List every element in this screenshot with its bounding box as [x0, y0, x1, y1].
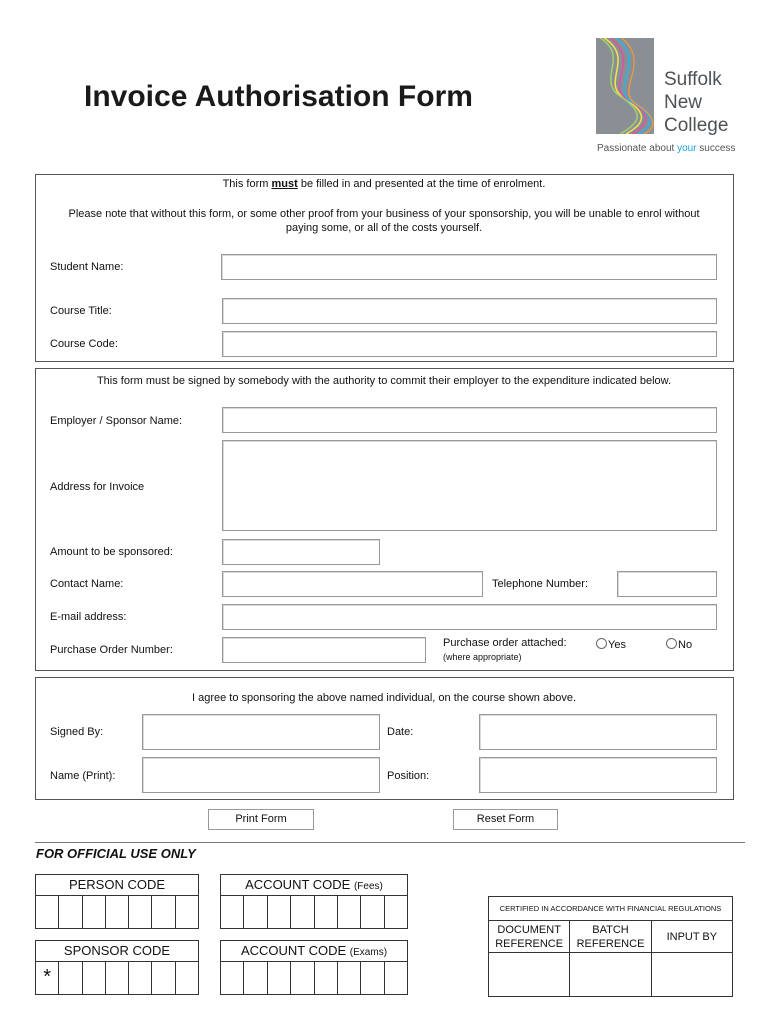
- po-number-label: Purchase Order Number:: [50, 644, 173, 656]
- contact-name-label: Contact Name:: [50, 578, 124, 590]
- college-logo-graphic: [596, 38, 654, 134]
- college-tagline: Passionate about your success: [597, 143, 736, 154]
- course-title-label: Course Title:: [50, 305, 112, 317]
- amount-label: Amount to be sponsored:: [50, 546, 173, 558]
- telephone-label: Telephone Number:: [492, 578, 589, 590]
- name-print-label: Name (Print):: [50, 770, 116, 782]
- swirl-icon: [596, 38, 654, 134]
- invoice-address-field[interactable]: [222, 440, 717, 531]
- sponsor-code-boxes[interactable]: [35, 962, 199, 995]
- certified-text: CERTIFIED IN ACCORDANCE WITH FINANCIAL REGULATIONS: [489, 897, 733, 921]
- po-attached-note: (where appropriate): [443, 652, 522, 662]
- course-code-field[interactable]: [222, 331, 717, 357]
- employer-name-field[interactable]: [222, 407, 717, 433]
- signed-by-field[interactable]: [142, 714, 380, 750]
- input-by-cell[interactable]: [651, 953, 732, 997]
- radio-circle-icon: [596, 638, 607, 649]
- asterisk-mark: *: [36, 962, 59, 994]
- telephone-field[interactable]: [617, 571, 717, 597]
- account-code-exams-boxes[interactable]: [220, 962, 408, 995]
- enrolment-notice: This form must be filled in and presented at the time of enrolment.: [222, 178, 546, 190]
- certification-table: [488, 896, 733, 997]
- amount-field[interactable]: [222, 539, 380, 565]
- invoice-address-label: Address for Invoice: [50, 481, 145, 493]
- course-title-field[interactable]: [222, 298, 717, 324]
- college-logo-text: Suffolk New College: [664, 69, 729, 136]
- account-code-exams-header: ACCOUNT CODE (Exams): [220, 940, 408, 962]
- po-attached-yes-radio[interactable]: Yes: [596, 638, 626, 651]
- print-form-button[interactable]: Print Form: [208, 809, 314, 830]
- input-by-header: INPUT BY: [651, 921, 732, 953]
- radio-circle-icon: [666, 638, 677, 649]
- student-name-field[interactable]: [221, 254, 717, 280]
- date-label: Date:: [387, 726, 414, 738]
- sponsor-code-header: SPONSOR CODE: [35, 940, 199, 962]
- person-code-header: PERSON CODE: [35, 874, 199, 896]
- sponsorship-note: Please note that without this form, or some other proof from your business of your sponsorship, you will be unable to enrol without paying some, or all of the costs yourself.: [68, 208, 700, 234]
- signed-by-label: Signed By:: [50, 726, 104, 738]
- document-reference-header: DOCUMENT REFERENCE: [489, 921, 570, 953]
- po-number-field[interactable]: [222, 637, 426, 663]
- email-field[interactable]: [222, 604, 717, 630]
- position-label: Position:: [387, 770, 430, 782]
- contact-name-field[interactable]: [222, 571, 483, 597]
- agreement-text: I agree to sponsoring the above named individual, on the course shown above.: [191, 692, 577, 704]
- reset-form-button[interactable]: Reset Form: [453, 809, 558, 830]
- student-name-label: Student Name:: [50, 261, 124, 273]
- email-label: E-mail address:: [50, 611, 127, 623]
- employer-name-label: Employer / Sponsor Name:: [50, 415, 183, 427]
- account-code-fees-boxes[interactable]: [220, 896, 408, 929]
- account-code-fees-header: ACCOUNT CODE (Fees): [220, 874, 408, 896]
- position-field[interactable]: [479, 757, 717, 793]
- batch-reference-cell[interactable]: [570, 953, 651, 997]
- po-attached-no-radio[interactable]: No: [666, 638, 692, 651]
- official-use-heading: FOR OFFICIAL USE ONLY: [36, 846, 196, 861]
- person-code-boxes[interactable]: [35, 896, 199, 929]
- date-field[interactable]: [479, 714, 717, 750]
- batch-reference-header: BATCH REFERENCE: [570, 921, 651, 953]
- name-print-field[interactable]: [142, 757, 380, 793]
- official-divider: [35, 842, 745, 843]
- document-reference-cell[interactable]: [489, 953, 570, 997]
- course-code-label: Course Code:: [50, 338, 118, 350]
- page-title: Invoice Authorisation Form: [84, 80, 473, 113]
- po-attached-label: Purchase order attached:: [443, 637, 567, 649]
- authority-notice: This form must be signed by somebody with the authority to commit their employer to the expenditure indicated below.: [96, 375, 672, 387]
